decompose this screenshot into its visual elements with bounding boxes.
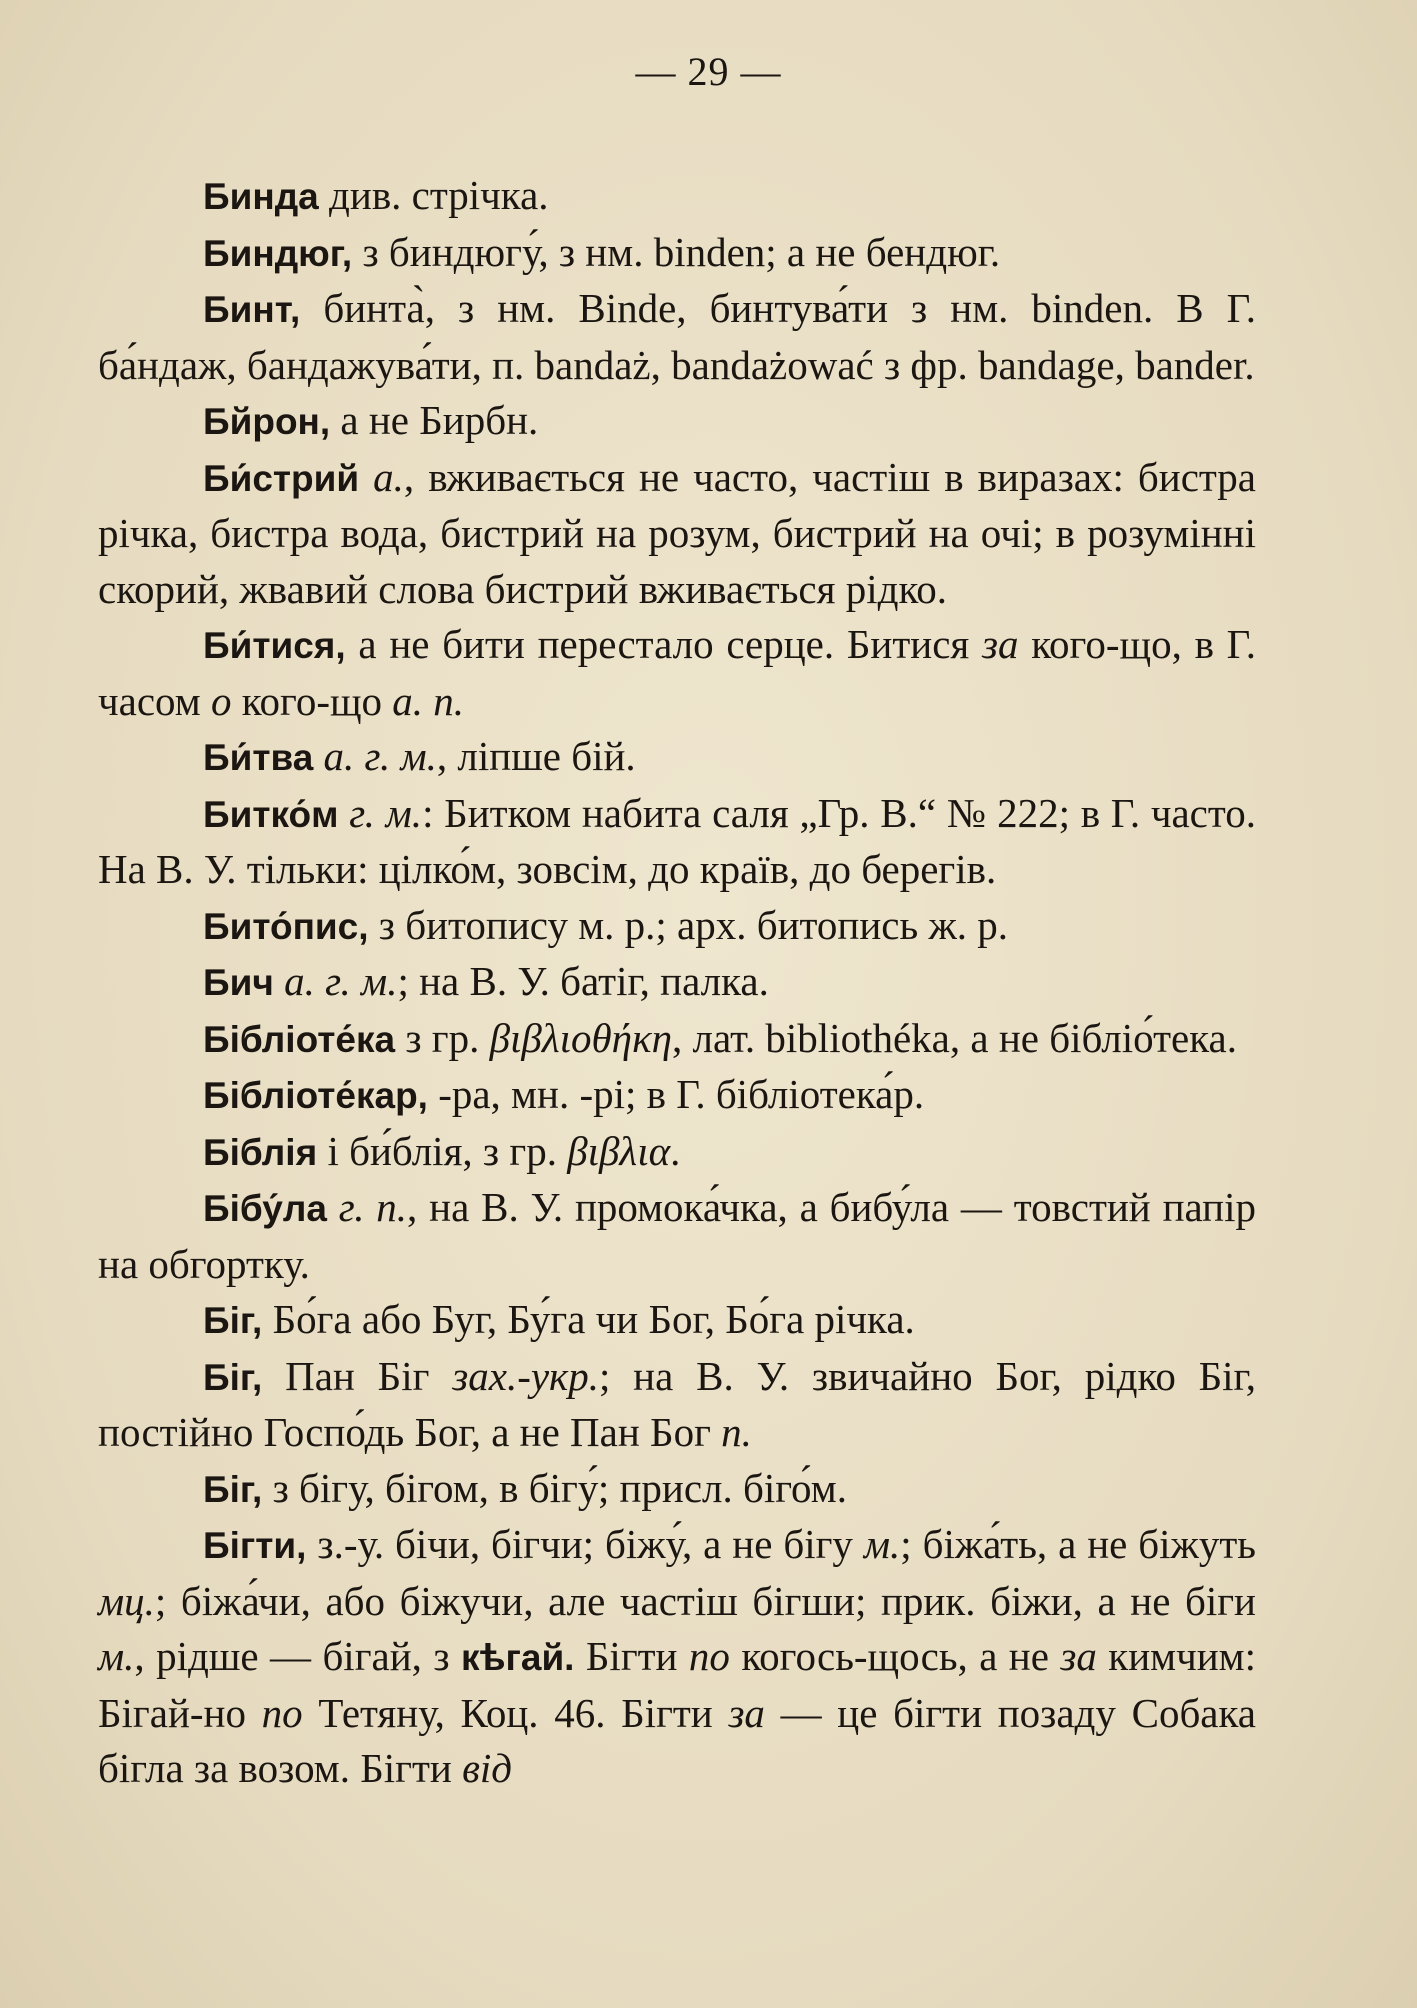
entry-text: , вживається не часто, частіш в виразах: бистра річка, бистра вода, бистрий на розум, бистрий на очі; в розумінні скорий, жвавий слова бистрий вживається рідко.	[98, 453, 1257, 612]
entry-headword: Би́тися,	[203, 625, 346, 666]
entry-italic-text: а. г. м.	[284, 958, 398, 1004]
entry-text: бинта̀, з нм. Binde, бинтува́ти з нм. binden. В Г. ба́ндаж, бандажува́ти, п. bandaż, bandażować з фр. bandage, bander.	[98, 285, 1256, 388]
entry-text: ; на В. У. батіг, палка.	[397, 958, 769, 1004]
dictionary-entry	[98, 450, 1256, 618]
dictionary-entry	[98, 729, 1256, 786]
entry-text: Бігти	[574, 1633, 689, 1679]
dictionary-entry	[98, 225, 1256, 282]
entry-text: ; біжа́чи, або біжучи, але частіш бігши; прик. біжи, а не біги	[154, 1577, 1256, 1624]
entry-italic-text: за	[981, 621, 1019, 667]
entry-text	[338, 790, 349, 836]
entry-headword: Бинда	[203, 176, 319, 217]
entry-italic-text: а. г. м.	[323, 733, 437, 779]
entry-headword: Битко́м	[203, 793, 339, 835]
entry-headword: Би́тва	[203, 737, 314, 778]
entry-headword: Біг,	[203, 1300, 263, 1341]
entry-headword: Бинт,	[203, 289, 301, 330]
entry-text: Бо́га або Буг, Бу́га чи Бог, Бо́га річка.	[262, 1296, 915, 1342]
entry-text: з.-у. бічи, бігчи; біжу́, а не бігу	[306, 1521, 864, 1567]
entry-text: кого-що	[231, 677, 393, 724]
entry-text: з бігу, бігом, в бігу́; присл. біго́м.	[262, 1464, 847, 1511]
entry-italic-text: м.	[863, 1521, 901, 1567]
dictionary-entry	[98, 1124, 1256, 1181]
dictionary-entry	[98, 617, 1256, 729]
entry-italic-text: мц.	[98, 1577, 155, 1624]
entry-headword: Бйрон,	[203, 401, 331, 442]
entry-headword: Би́стрий	[203, 457, 360, 499]
entry-text: ; на В. У. звичайно Бог, рідко Біг, постійно Госпо́дь Бог, а не Пан Бог	[98, 1352, 1257, 1455]
entry-italic-text: м.	[98, 1633, 135, 1679]
entry-headword: Бібліоте́ка	[203, 1018, 396, 1060]
entry-headword: Біблія	[203, 1131, 318, 1173]
entry-italic-text: βιβλιοθήκη	[489, 1014, 672, 1061]
dictionary-text	[98, 168, 1256, 1797]
entry-headword: Бич	[203, 962, 274, 1003]
entry-italic-text: а. п.	[392, 677, 465, 724]
entry-italic-text: п.	[721, 1409, 752, 1455]
entry-headword: Бібу́ла	[203, 1188, 327, 1229]
entry-text: : Битком набита саля „Гр. В.“ № 222; в Г. часто. На В. У. тільки: цілко́м, зовсім, до країв, до берегів.	[98, 789, 1256, 892]
dictionary-entry	[98, 898, 1256, 955]
entry-text	[327, 1184, 339, 1230]
dictionary-entry	[98, 1461, 1256, 1518]
dictionary-entry	[98, 281, 1256, 393]
dictionary-entry	[98, 1517, 1256, 1797]
dictionary-entry	[98, 786, 1256, 898]
entry-text: — це бігти позаду Собака бігла за возом. Бігти	[98, 1689, 1257, 1791]
page-number: — 29 —	[635, 49, 782, 94]
entry-headword: Биндюг,	[203, 232, 353, 274]
entry-text: і би́блія, з гр.	[317, 1127, 568, 1174]
entry-italic-text: зах.-укр.	[452, 1352, 599, 1399]
entry-text: ; біжа́ть, а не біжуть	[900, 1521, 1256, 1567]
entry-text: див. стрічка.	[318, 172, 549, 218]
entry-text: а не Бирбн.	[330, 397, 539, 443]
entry-italic-text: г. м.	[349, 789, 423, 836]
entry-italic-text: βιβλια	[567, 1127, 671, 1174]
entry-text: -ра, мн. -рі; в Г. бібліотека́р.	[427, 1071, 925, 1117]
entry-italic-text: від	[462, 1745, 513, 1791]
entry-text: кимчим: Бігай-но	[98, 1633, 1256, 1736]
entry-italic-text: за	[728, 1689, 765, 1736]
entry-text: , на В. У. промока́чка, а бибу́ла — товстий папір на обгортку.	[98, 1184, 1257, 1287]
entry-italic-text: а.	[373, 453, 404, 500]
entry-headword: Біг,	[203, 1356, 263, 1398]
entry-text: а не бити перестало серце. Битися	[345, 621, 982, 667]
entry-text: , ліпше бій.	[436, 733, 636, 779]
entry-headword: Біг,	[203, 1468, 263, 1510]
dictionary-entry	[98, 393, 1256, 450]
entry-headword: Бібліоте́кар,	[203, 1075, 428, 1116]
entry-text: з битопису м. р.; арх. битопись ж. р.	[368, 901, 1009, 948]
entry-text: з биндюгу́, з нм. binden; а не бендюг.	[352, 228, 1001, 275]
dictionary-entry	[98, 168, 1256, 225]
entry-italic-text: за	[1060, 1633, 1097, 1679]
dictionary-entry	[98, 1180, 1256, 1292]
entry-italic-text: по	[688, 1633, 730, 1679]
dictionary-entry	[98, 1011, 1256, 1068]
dictionary-entry	[98, 954, 1256, 1011]
entry-text	[313, 733, 323, 779]
entry-headword: Бігти,	[203, 1525, 307, 1566]
entry-text: когось-щось, а не	[729, 1633, 1061, 1679]
entry-text: Тетяну, Коц. 46. Бігти	[302, 1689, 729, 1736]
entry-italic-text: по	[261, 1689, 303, 1736]
entry-text: Пан Біг	[262, 1352, 453, 1399]
entry-italic-text: о	[210, 677, 232, 724]
entry-text: кѣгай.	[460, 1637, 575, 1678]
entry-text: кого-що, в Г. часом	[98, 621, 1256, 724]
entry-text	[274, 958, 284, 1004]
entry-italic-text: г. п.	[338, 1184, 408, 1230]
entry-text: , рідше — бігай, з	[134, 1633, 461, 1679]
dictionary-entry	[98, 1292, 1256, 1349]
entry-text	[359, 454, 373, 500]
entry-text: , лат. bibliothéka, а не бібліо́тека.	[671, 1014, 1237, 1061]
entry-text: .	[670, 1127, 681, 1174]
entry-headword: Бито́пис,	[203, 905, 369, 947]
dictionary-entry	[98, 1349, 1256, 1461]
dictionary-entry	[98, 1067, 1256, 1124]
entry-text: з гр.	[395, 1014, 490, 1061]
